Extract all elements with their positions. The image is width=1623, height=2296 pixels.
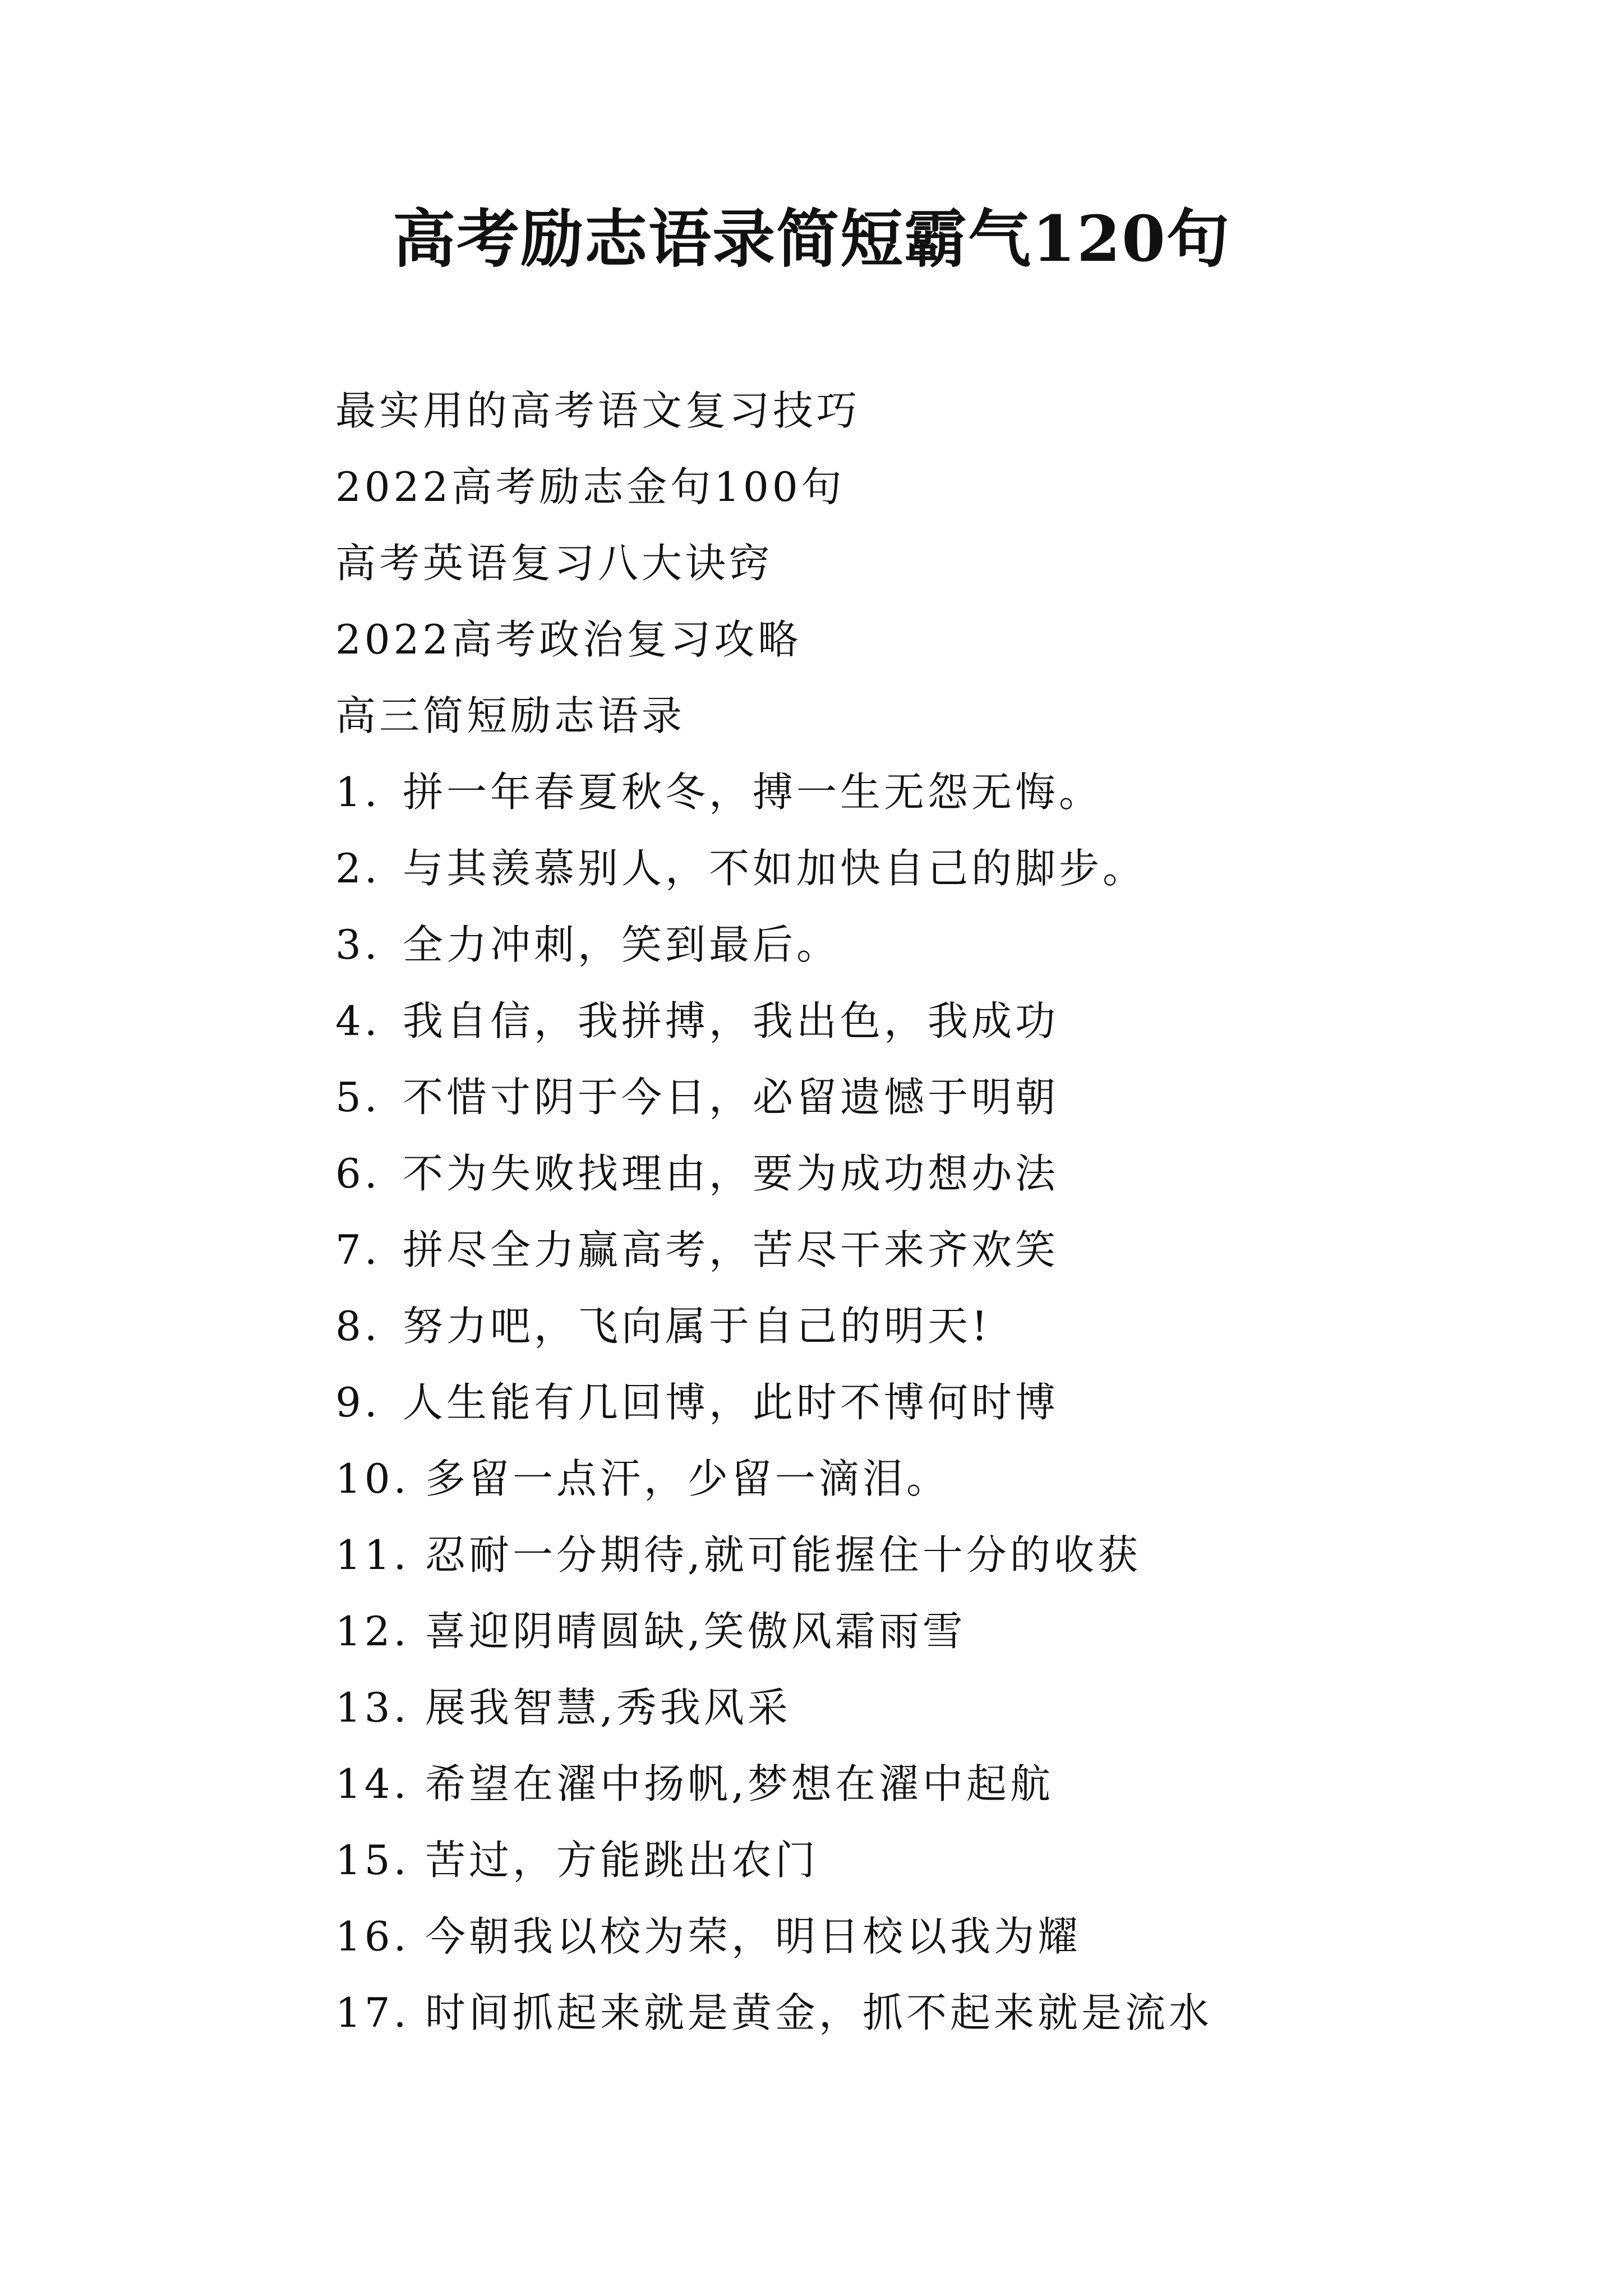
quote-item xyxy=(335,1517,1569,1593)
quote-item xyxy=(335,1059,1569,1135)
quote-item xyxy=(335,1364,1569,1441)
document-body xyxy=(335,372,1569,2051)
quote-text: 拼尽全力赢高考，苦尽干来齐欢笑 xyxy=(403,1226,1059,1273)
quote-text: 多留一点汗，少留一滴泪。 xyxy=(425,1455,951,1502)
related-link[interactable]: 高考英语复习八大诀窍 xyxy=(335,540,773,587)
quote-item xyxy=(335,1669,1569,1746)
quote-item xyxy=(335,830,1569,907)
quote-number: 2. xyxy=(335,845,381,892)
quote-number: 3. xyxy=(335,921,381,968)
quote-text: 努力吧，飞向属于自己的明天! xyxy=(403,1303,991,1350)
quote-number: 15. xyxy=(335,1837,410,1884)
quote-text: 我自信，我拼搏，我出色，我成功 xyxy=(403,997,1059,1045)
quote-text: 展我智慧,秀我风采 xyxy=(425,1684,791,1731)
quote-number: 7. xyxy=(335,1226,381,1273)
quote-text: 喜迎阴晴圆缺,笑傲风霜雨雪 xyxy=(425,1608,966,1655)
quote-number: 10. xyxy=(335,1455,410,1502)
quote-number: 8. xyxy=(335,1303,381,1350)
quote-item xyxy=(335,754,1569,830)
quote-number: 13. xyxy=(335,1684,410,1731)
quote-item xyxy=(335,1288,1569,1364)
quote-text: 苦过，方能跳出农门 xyxy=(425,1837,819,1884)
quote-text: 今朝我以校为荣，明日校以我为耀 xyxy=(425,1913,1082,1960)
quote-text: 全力冲刺，笑到最后。 xyxy=(403,921,841,968)
quote-number: 17. xyxy=(335,1989,410,2036)
quote-item xyxy=(335,1212,1569,1288)
quote-item xyxy=(335,1135,1569,1212)
quote-text: 与其羡慕别人，不如加快自己的脚步。 xyxy=(403,845,1147,892)
quote-item xyxy=(335,1593,1569,1669)
quote-text: 不惜寸阴于今日，必留遗憾于明朝 xyxy=(403,1074,1059,1121)
quote-item xyxy=(335,907,1569,983)
quote-item xyxy=(335,983,1569,1059)
quote-number: 4. xyxy=(335,997,381,1045)
quote-item xyxy=(335,1441,1569,1517)
quote-number: 9. xyxy=(335,1379,381,1426)
quote-text: 时间抓起来就是黄金，抓不起来就是流水 xyxy=(425,1989,1213,2036)
quote-text: 希望在濯中扬帆,梦想在濯中起航 xyxy=(425,1760,1054,1807)
quote-text: 拼一年春夏秋冬，搏一生无怨无悔。 xyxy=(403,769,1103,816)
quote-number: 14. xyxy=(335,1760,410,1807)
quote-item xyxy=(335,1746,1569,1822)
quote-text: 忍耐一分期待,就可能握住十分的收获 xyxy=(425,1531,1141,1579)
quote-number: 16. xyxy=(335,1913,410,1960)
quote-number: 6. xyxy=(335,1150,381,1197)
quote-text: 不为失败找理由，要为成功想办法 xyxy=(403,1150,1059,1197)
quote-number: 11. xyxy=(335,1531,410,1579)
quote-text: 人生能有几回博，此时不博何时博 xyxy=(403,1379,1059,1426)
quote-number: 5. xyxy=(335,1074,381,1121)
quote-item xyxy=(335,1898,1569,1975)
quote-item xyxy=(335,1975,1569,2051)
page-title: 高考励志语录简短霸气120句 xyxy=(393,203,1230,276)
related-link[interactable]: 高三简短励志语录 xyxy=(335,692,686,739)
related-link[interactable]: 2022高考励志金句100句 xyxy=(335,463,845,510)
quote-item xyxy=(335,1822,1569,1898)
quote-number: 1. xyxy=(335,769,381,816)
quote-number: 12. xyxy=(335,1608,410,1655)
related-link[interactable]: 2022高考政治复习攻略 xyxy=(335,616,802,663)
related-link[interactable]: 最实用的高考语文复习技巧 xyxy=(335,387,861,434)
